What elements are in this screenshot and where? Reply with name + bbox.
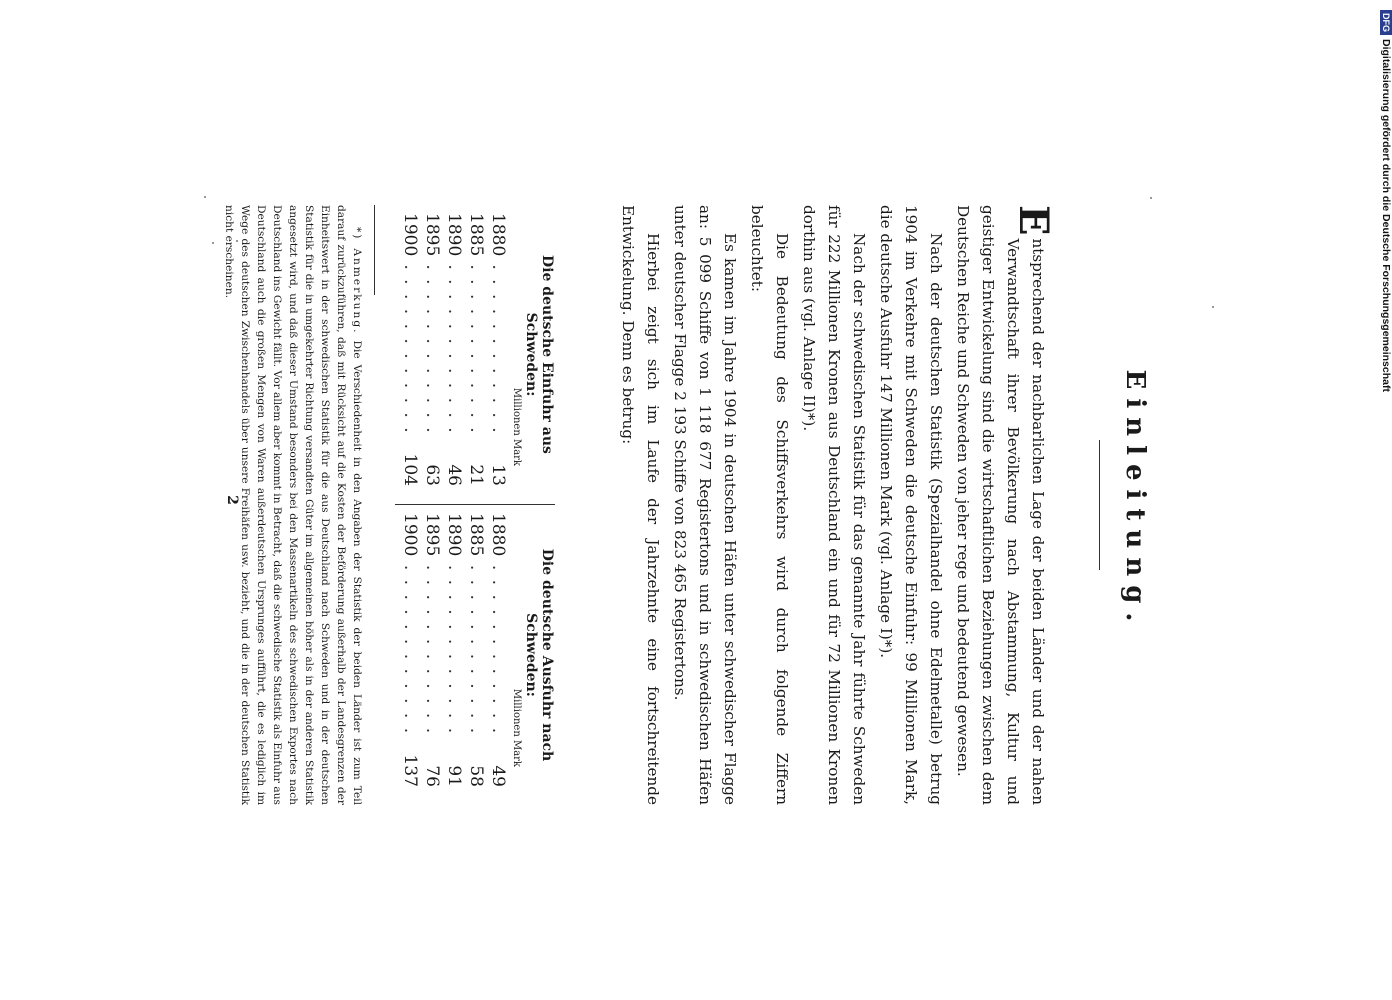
- row-year: 1885: [466, 513, 486, 557]
- paragraph-4: Die Bedeutung des Schiffsverkehrs wird durch folgende Ziffern beleuchtet:: [748, 205, 791, 805]
- table-row: [399, 513, 421, 797]
- funding-note: [1380, 10, 1392, 390]
- scan-speck: [1212, 306, 1214, 308]
- leader-dots: . . . . . . . . . . . .: [422, 564, 442, 736]
- row-year: 1895: [422, 513, 442, 557]
- leader-dots: . . . . . . . . . . . .: [400, 564, 420, 736]
- row-year: 1890: [444, 513, 464, 557]
- footnote-text: Die Verschiedenheit in den Angaben der Statistik der beiden Länder ist zum Teil darauf zurückzuführen, daß mit Rücksicht auf die Kosten der Beförderung außerhalb der Landesgrenzen der Einheitswert in der schwedischen Statistik für die aus Deutschland nach Schweden und in der deutschen Statistik für die in umgekehrter Richtung versandten Güter im allgemeinen höher als in der anderen Statistik angesetzt wird, und daß dieser Umstand besonders bei den Massenartikeln des schwedischen Exportes nach Deutschland ins Gewicht fällt. Vor allem aber kommt in Betracht, daß die schwedische Statistik als Einfuhr aus Deutschland auch die großen Mengen von Waren außerdeutschen Ursprunges aufführt, die es lediglich im Wege des deutschen Zwischenhandels über unsere Freihäfen usw. bezieht, und die in der deutschen Statistik nicht erscheinen.: [223, 205, 363, 805]
- dfg-logo-icon: DFG: [1380, 10, 1392, 35]
- leader-dots: . . . . . . . . . . . .: [422, 264, 442, 435]
- body-text: [613, 205, 1057, 805]
- row-value: 46: [444, 464, 464, 486]
- row-year: 1900: [400, 513, 420, 557]
- table-row: [465, 213, 487, 496]
- table-row: [421, 513, 443, 797]
- footnote: [221, 205, 365, 805]
- row-year: 1890: [444, 213, 464, 257]
- page-number: 2: [224, 495, 240, 505]
- paragraph-3: Nach der schwedischen Statistik für das genannte Jahr führte Schweden für 222 Millionen Kronen aus Deutschland ein und für 72 Millionen Kronen dorthin aus (vgl. Anlage II)*).: [800, 205, 868, 805]
- import-table-unit: Millionen Mark: [511, 387, 522, 466]
- page-title: Einleitung.: [1120, 369, 1150, 631]
- row-value: 58: [466, 765, 486, 787]
- row-value: 91: [444, 765, 464, 787]
- paragraph-6: Hierbei zeigt sich im Laufe der Jahrzehnte eine fortschreitende Entwickelung. Denn es betrug:: [619, 205, 662, 805]
- row-year: 1885: [466, 213, 486, 257]
- paragraph-5: Es kamen im Jahre 1904 in deutschen Häfen unter schwedischer Flagge an: 5 099 Schiffe von 1 118 677 Registertons und in schwedischen Häfen unter deutscher Flagge 2 193 Schiffe von 823 465 Registertons.: [671, 205, 739, 805]
- row-value: 63: [422, 464, 442, 486]
- leader-dots: . . . . . . . . . . . .: [466, 564, 486, 736]
- footnote-divider: [374, 205, 375, 295]
- export-table-unit: Millionen Mark: [511, 688, 522, 767]
- import-table: [395, 205, 555, 505]
- scan-speck: [204, 196, 206, 198]
- row-year: 1895: [422, 213, 442, 257]
- table-row: [465, 513, 487, 797]
- table-row: [443, 513, 465, 797]
- export-table: [395, 505, 555, 805]
- leader-dots: . . . . . . . . . . . .: [466, 264, 486, 435]
- paragraph-1: [950, 205, 1057, 805]
- paragraph-1-text: ntsprechend der nachbarlichen Lage der beiden Länder und der nahen Verwandtschaft ihrer Bevölkerung nach Abstammung, Kultur und geistiger Entwickelung sind die wirtschaftlichen Beziehungen zwischen dem Deutschen Reiche und Schweden von jeher rege und bedeutend gewesen.: [954, 205, 1047, 805]
- drop-cap: E: [1010, 205, 1057, 236]
- paragraph-2: Nach der deutschen Statistik (Spezialhandel ohne Edelmetalle) betrug 1904 im Verkehre mit Schweden die deutsche Einfuhr: 99 Millionen Mark, die deutsche Ausfuhr 147 Millionen Mark (vgl. Anlage I)*).: [877, 205, 945, 805]
- scan-speck: [1150, 197, 1152, 199]
- scan-speck: [212, 242, 214, 244]
- table-row: [399, 213, 421, 496]
- table-row: [421, 213, 443, 496]
- table-row: [487, 213, 509, 496]
- row-year: 1880: [488, 213, 508, 257]
- leader-dots: . . . . . . . . . . . .: [488, 264, 508, 435]
- table-row: [487, 513, 509, 797]
- funding-note-text: Digitalisierung gefördert durch die Deutsche Forschungsgemeinschaft: [1380, 39, 1392, 392]
- leader-dots: . . . . . . . . . . . .: [444, 264, 464, 435]
- row-value: 49: [488, 765, 508, 787]
- leader-dots: . . . . . . . . . . . .: [488, 564, 508, 736]
- import-table-heading: Die deutsche Einfuhr aus Schweden:: [523, 255, 555, 454]
- leader-dots: . . . . . . . . . . . .: [444, 564, 464, 736]
- footnote-paragraph: [221, 205, 365, 805]
- title-divider: [1099, 440, 1100, 570]
- scan-speck: [236, 240, 238, 242]
- table-row: [443, 213, 465, 496]
- row-value: 21: [466, 464, 486, 486]
- export-table-heading: Die deutsche Ausfuhr nach Schweden:: [523, 548, 555, 762]
- row-year: 1900: [400, 213, 420, 257]
- row-value: 137: [400, 754, 420, 787]
- row-value: 13: [488, 464, 508, 486]
- row-value: 76: [422, 765, 442, 787]
- leader-dots: . . . . . . . . . . . .: [400, 264, 420, 435]
- footnote-marker: *) Anmerkung.: [351, 227, 363, 335]
- trade-tables: [395, 205, 555, 805]
- row-value: 104: [400, 453, 420, 486]
- row-year: 1880: [488, 513, 508, 557]
- document-page: [210, 150, 1210, 850]
